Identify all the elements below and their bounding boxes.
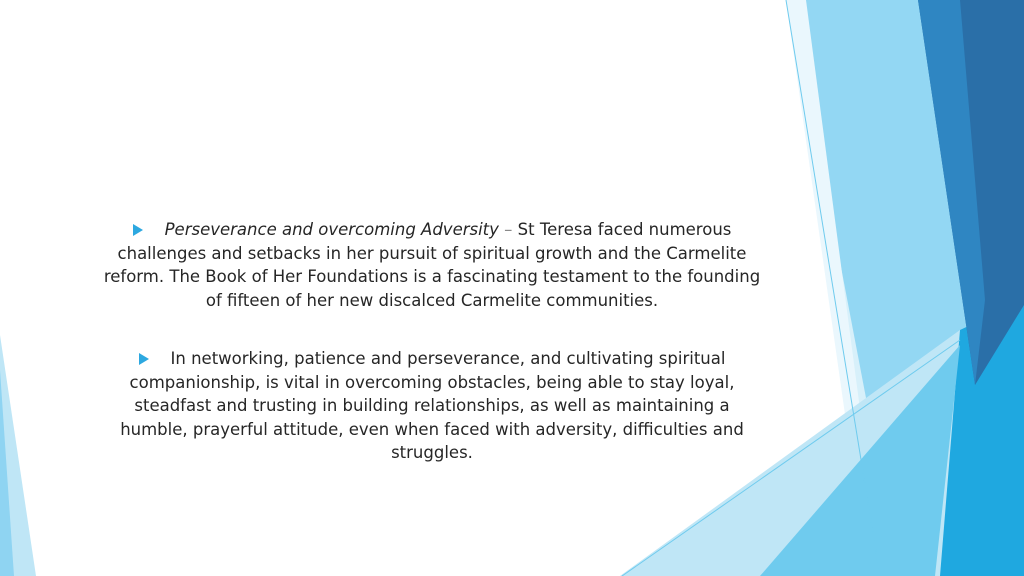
bullet-text: In networking, patience and perseverance, and cultivating spiritual companionship, is vital in overcoming obstacles, being able to stay loyal, steadfast and trusting in building relationships, as well as maintaining a humble, prayerful attitude, even when faced with adversity, difficulties and struggles.: [120, 349, 744, 462]
bullet-item-perseverance: [100, 218, 764, 312]
bullet-item-networking: [100, 347, 764, 465]
triangle-bullet-icon: [139, 353, 149, 365]
triangle-bullet-icon: [133, 224, 143, 236]
bullet-emphasis: Perseverance and overcoming Adversity: [164, 220, 499, 239]
bullet-dash: –: [498, 220, 518, 239]
bullet-text: St Teresa faced numerous challenges and setbacks in her pursuit of spiritual growth and the Carmelite reform. The Book of Her Foundations is a fascinating testament to the founding of fifteen of her new discalced Carmelite communities.: [103, 220, 761, 310]
bullet-list: [100, 218, 764, 465]
